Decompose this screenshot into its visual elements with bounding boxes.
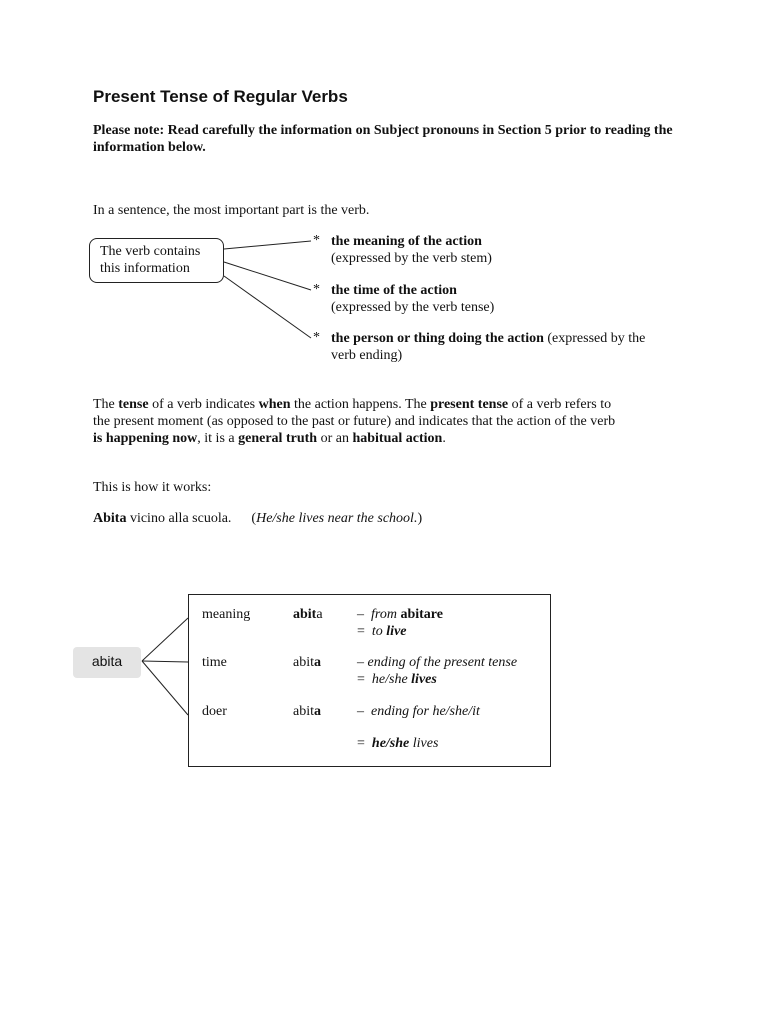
- page-title: Present Tense of Regular Verbs: [93, 87, 348, 106]
- stem: abit: [293, 607, 317, 622]
- row-stem-meaning: [293, 606, 323, 623]
- row-stem-time: [293, 654, 321, 671]
- row-eq-meaning: [357, 623, 407, 640]
- text: , it is a: [197, 431, 239, 446]
- term-happening-now: is happening now: [93, 431, 198, 446]
- text: the action happens. The: [290, 397, 431, 412]
- bullet-meaning: [331, 233, 691, 267]
- bullet-person: [331, 330, 691, 364]
- tense-paragraph: [93, 396, 693, 447]
- term-habitual-action: habitual action: [352, 431, 443, 446]
- bullet-time-detail: (expressed by the verb tense): [331, 300, 495, 315]
- root-verb-box: abita: [73, 647, 141, 678]
- dash: –: [357, 655, 364, 670]
- bullet-time-title: the time of the action: [331, 283, 457, 298]
- bullet-star: *: [313, 282, 320, 297]
- term-present-tense: present tense: [430, 397, 509, 412]
- connector-line-meaning: [224, 241, 311, 249]
- dash: –: [357, 607, 364, 622]
- row-label-meaning: meaning: [202, 607, 251, 622]
- verb: lives: [411, 672, 437, 687]
- how-it-works: This is how it works:: [93, 480, 212, 495]
- row-eq-time: [357, 671, 437, 688]
- text: of a verb indicates: [148, 397, 259, 412]
- row-eq-doer: [357, 735, 438, 752]
- equals: =: [357, 624, 365, 639]
- dash: –: [357, 704, 364, 719]
- paren-open: (: [251, 511, 257, 526]
- row-stem-doer: [293, 703, 321, 720]
- ending: a: [314, 704, 321, 719]
- description: ending of the present tense: [367, 655, 518, 670]
- bullet-time: [331, 282, 691, 316]
- text: The: [93, 397, 119, 412]
- example-verb: Abita: [93, 511, 127, 526]
- callout-line-1: The verb contains: [100, 244, 201, 259]
- bullet-meaning-title: the meaning of the action: [331, 234, 482, 249]
- example-rest: vicino alla scuola.: [126, 511, 232, 526]
- bullet-star: *: [313, 330, 320, 345]
- diagram-line-doer: [142, 661, 188, 715]
- bullet-person-title: the person or thing doing the action: [331, 331, 544, 346]
- paren-close: ): [417, 511, 423, 526]
- note-paragraph: Please note: Read carefully the information on Subject pronouns in Section 5 prior to reading the information below.: [93, 123, 673, 155]
- text: of a verb refers to: [508, 397, 612, 412]
- infinitive: abitare: [400, 607, 443, 622]
- bullet-person-detail: verb ending): [331, 348, 403, 363]
- ending: a: [316, 607, 323, 622]
- term-general-truth: general truth: [238, 431, 318, 446]
- term-when: when: [258, 397, 291, 412]
- bullet-star: *: [313, 233, 320, 248]
- diagram-line-time: [142, 661, 188, 662]
- subject: he/she: [371, 736, 410, 751]
- verb: lives: [412, 736, 439, 751]
- bullet-meaning-detail: (expressed by the verb stem): [331, 251, 492, 266]
- text: or an: [317, 431, 353, 446]
- row-desc-time: [357, 654, 517, 671]
- intro-sentence: In a sentence, the most important part is the verb.: [93, 203, 370, 218]
- text: .: [442, 431, 446, 446]
- ending: a: [314, 655, 321, 670]
- row-label-time: time: [202, 655, 227, 670]
- description: ending for he/she/it: [371, 704, 480, 719]
- row-desc-meaning: [357, 606, 443, 623]
- subject: he/she: [371, 672, 408, 687]
- from: from: [371, 607, 397, 622]
- diagram-line-meaning: [142, 618, 188, 661]
- equals: =: [357, 736, 365, 751]
- example-translation: He/she lives near the school.: [256, 511, 418, 526]
- callout-line-2: this information: [100, 261, 190, 276]
- bullet-person-detail-inline: (expressed by the: [543, 331, 646, 346]
- text: the present moment (as opposed to the past or future) and indicates that the action of the verb: [93, 414, 616, 429]
- stem: abit: [293, 704, 314, 719]
- stem: abit: [293, 655, 314, 670]
- to: to: [371, 624, 383, 639]
- equals: =: [357, 672, 365, 687]
- meaning: live: [386, 624, 407, 639]
- verb-info-callout: [89, 238, 224, 283]
- example-sentence: [93, 510, 693, 527]
- term-tense: tense: [118, 397, 149, 412]
- row-label-doer: doer: [202, 704, 227, 719]
- row-desc-doer: [357, 703, 480, 720]
